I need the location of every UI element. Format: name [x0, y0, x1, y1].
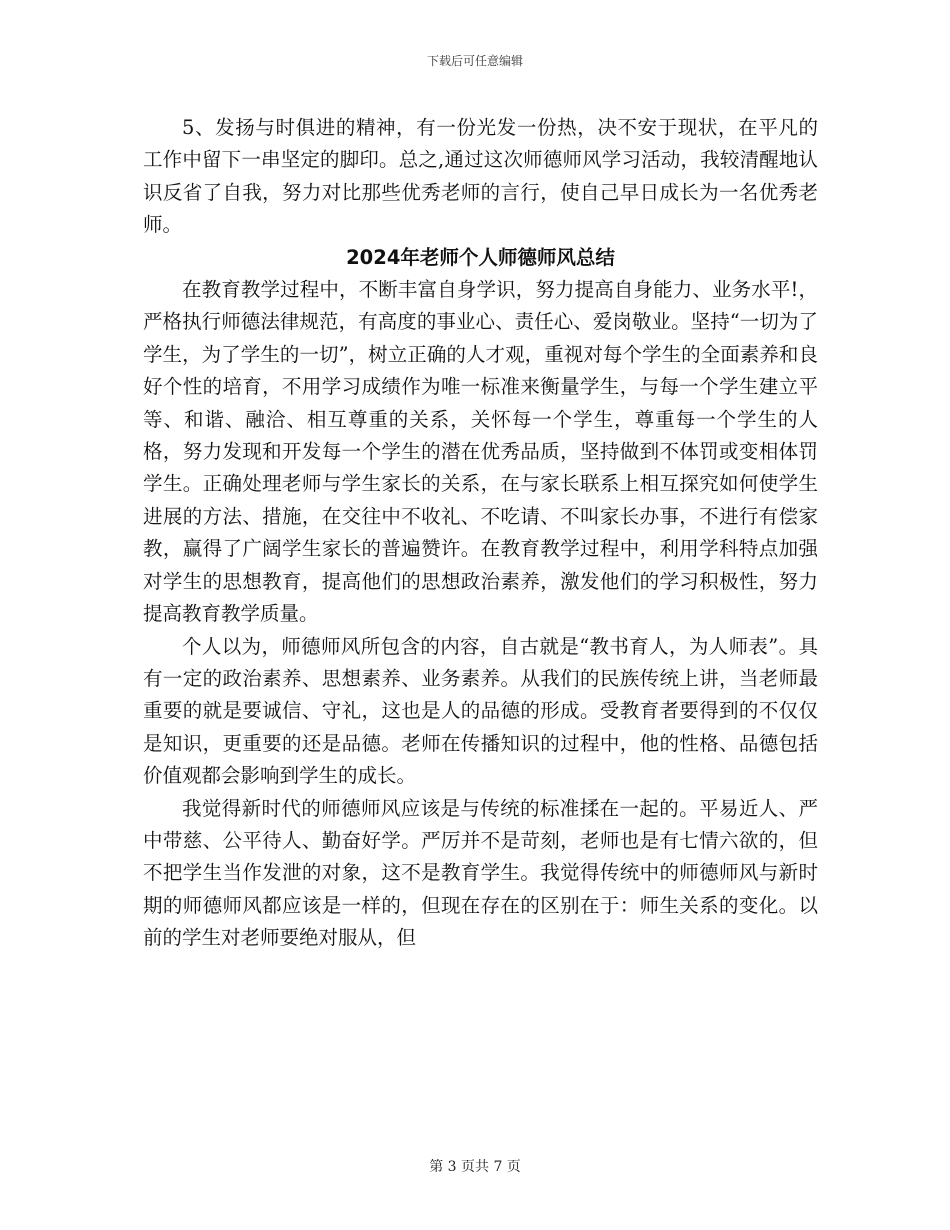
body-paragraph-2: 个人以为，师德师风所包含的内容，自古就是“教书育人，为人师表”。具有一定的政治素养、思想素养、业务素养。从我们的民族传统上讲，当老师最重要的就是要诚信、守礼，这也是人的品德的形成。受教育者要得到的不仅仅是知识，更重要的还是品德。老师在传播知识的过程中，他的性格、品德包括价值观都会影响到学生的成长。: [143, 634, 818, 788]
document-body: [143, 112, 818, 955]
intro-paragraph: 5、发扬与时俱进的精神，有一份光发一份热，决不安于现状，在平凡的工作中留下一串坚定的脚印。总之,通过这次师德师风学习活动，我较清醒地认识反省了自我，努力对比那些优秀老师的言行，使自己早日成长为一名优秀老师。: [143, 116, 818, 237]
body-paragraph-3: 我觉得新时代的师德师风应该是与传统的标准揉在一起的。平易近人、严中带慈、公平待人、勤奋好学。严厉并不是苛刻，老师也是有七情六欲的，但不把学生当作发泄的对象，这不是教育学生。我觉得传统中的师德师风与新时期的师德师风都应该是一样的，但现在存在的区别在于：师生关系的变化。以前的学生对老师要绝对服从，但: [143, 796, 818, 950]
page-header: 下载后可任意编辑: [426, 54, 523, 68]
body-paragraph-1: 在教育教学过程中，不断丰富自身学识，努力提高自身能力、业务水平!，严格执行师德法律规范，有高度的事业心、责任心、爱岗敬业。坚持“一切为了学生，为了学生的一切”，树立正确的人才观，重视对每个学生的全面素养和良好个性的培育，不用学习成绩作为唯一标准来衡量学生，与每一个学生建立平等、和谐、融洽、相互尊重的关系，关怀每一个学生，尊重每一个学生的人格，努力发现和开发每一个学生的潜在优秀品质，坚持做到不体罚或变相体罚学生。正确处理老师与学生家长的关系，在与家长联系上相互探究如何使学生进展的方法、措施，在交往中不收礼、不吃请、不叫家长办事，不进行有偿家教，赢得了广阔学生家长的普遍赞许。在教育教学过程中，利用学科特点加强对学生的思想教育，提高他们的思想政治素养，激发他们的学习积极性，努力提高教育教学质量。: [143, 278, 818, 626]
document-title: 2024年老师个人师德师风总结: [346, 245, 615, 269]
page-number: 第 3 页共 7 页: [429, 1159, 521, 1175]
